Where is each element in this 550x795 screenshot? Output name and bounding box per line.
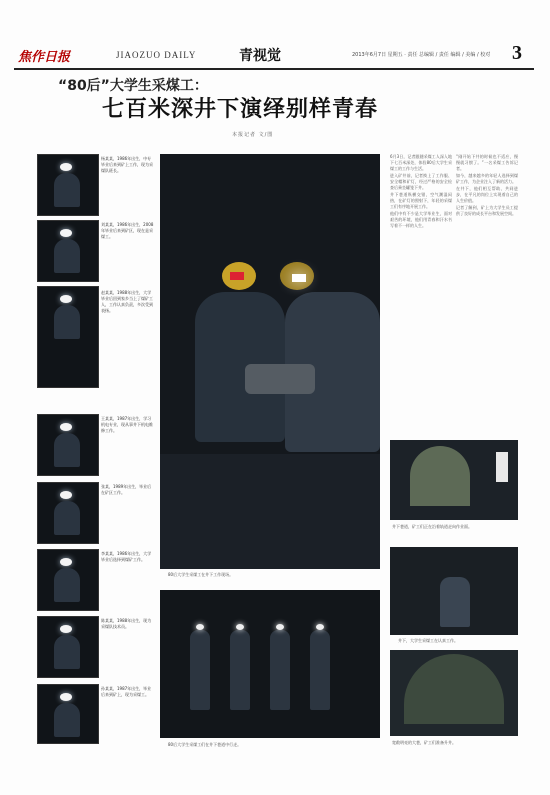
- profile-bio: 王某某，1987年出生，学习机电专业，现从事井下机电维修工作。: [101, 416, 153, 433]
- body-text-column: “刚开始下井的时候也不适应，慢慢就习惯了。”一名采煤工告诉记者。 如今，越来越多的年轻人选择到煤矿工作，为企业注入了新的活力。 在井下，他们相互帮助、共同进步，在平凡的岗位上实现着自己的人生价值。 记者了解到，矿上为大学生员工提供了良好的成长平台和发展空间。: [456, 154, 518, 216]
- article-byline: 本报记者 文/图: [232, 132, 274, 138]
- miners-walking-photo: [160, 590, 380, 738]
- profile-photo: [37, 154, 99, 216]
- profile-photo: [37, 684, 99, 744]
- profile-photo: [37, 414, 99, 476]
- main-roadway-photo: [390, 650, 518, 736]
- masthead: [14, 44, 534, 70]
- profile-bio: 赵某某，1988年出生，大学毕业后回到家乡当上了煤矿工人，工作认真负责，多次受到表扬。: [101, 290, 153, 313]
- profile-photo: [37, 286, 99, 388]
- newspaper-logo: 焦作日报: [18, 50, 71, 65]
- profile-bio: 张某，1989年出生，毕业后在矿区工作。: [101, 484, 152, 495]
- profile-photo: [37, 616, 99, 678]
- profile-bio: 李某某，1986年出生，大学毕业后选择到煤矿工作。: [101, 551, 152, 562]
- main-roadway-photo-caption: 宽敞明亮的大巷，矿工们准备升井。: [392, 740, 456, 745]
- miner-working-photo-caption: 井下，大学生采煤工在认真工作。: [398, 638, 458, 643]
- tunnel-photo: [390, 440, 518, 520]
- tunnel-photo-caption: 井下巷道，矿工们正在沿着轨道走向作业面。: [392, 524, 472, 529]
- article-kicker: “80后”大学生采煤工：: [58, 78, 208, 94]
- profile-bio: 陈某某，1988年出生，现为采煤队技术员。: [101, 618, 152, 629]
- newspaper-name-english: JIAOZUO DAILY: [116, 50, 197, 60]
- main-photo-caption: 80后大学生采煤工在井下工作现场。: [168, 572, 234, 577]
- profile-bio: 孙某某，1987年出生，毕业后来到矿上，现为采煤工。: [101, 686, 152, 697]
- page-number: 3: [512, 42, 522, 64]
- profile-bio: 杨某某，1986年出生，中专毕业后来到矿上工作，现为采煤队班长。: [101, 156, 153, 173]
- profile-photo: [37, 220, 99, 282]
- profile-bio: 刘某某，1986年出生，2008年毕业后来到矿区，现在是采煤工。: [101, 222, 154, 239]
- miner-working-photo: [390, 547, 518, 635]
- miners-walking-photo-caption: 80后大学生采煤工们在井下巷道中行走。: [168, 742, 242, 747]
- main-photo-miners-drilling: [160, 154, 380, 569]
- article-headline: 七百米深井下演绎别样青春: [102, 97, 379, 122]
- profile-photo: [37, 549, 99, 611]
- issue-info: 2013年6月7日 星期五 · 责任 总编辑 / 责任 编辑 / 美编 / 校对: [352, 52, 491, 58]
- profile-photo: [37, 482, 99, 544]
- body-text-column: 6月3日，记者跟随采煤工人深入地下七百米深处，体验80后大学生采煤工的工作与生活。 进入矿井前，记者换上了工作服、安全帽和矿灯，经过严格的安全检查后乘坐罐笼下井。 井下巷道纵横交错，空气潮湿闷热，在矿灯的照射下，年轻的采煤工们有序地开展工作。 他们中有不少是大学毕业生，面对艰苦的环境，他们用青春和汗水书写着不一样的人生。: [390, 154, 452, 228]
- section-title: 青视觉: [239, 48, 281, 64]
